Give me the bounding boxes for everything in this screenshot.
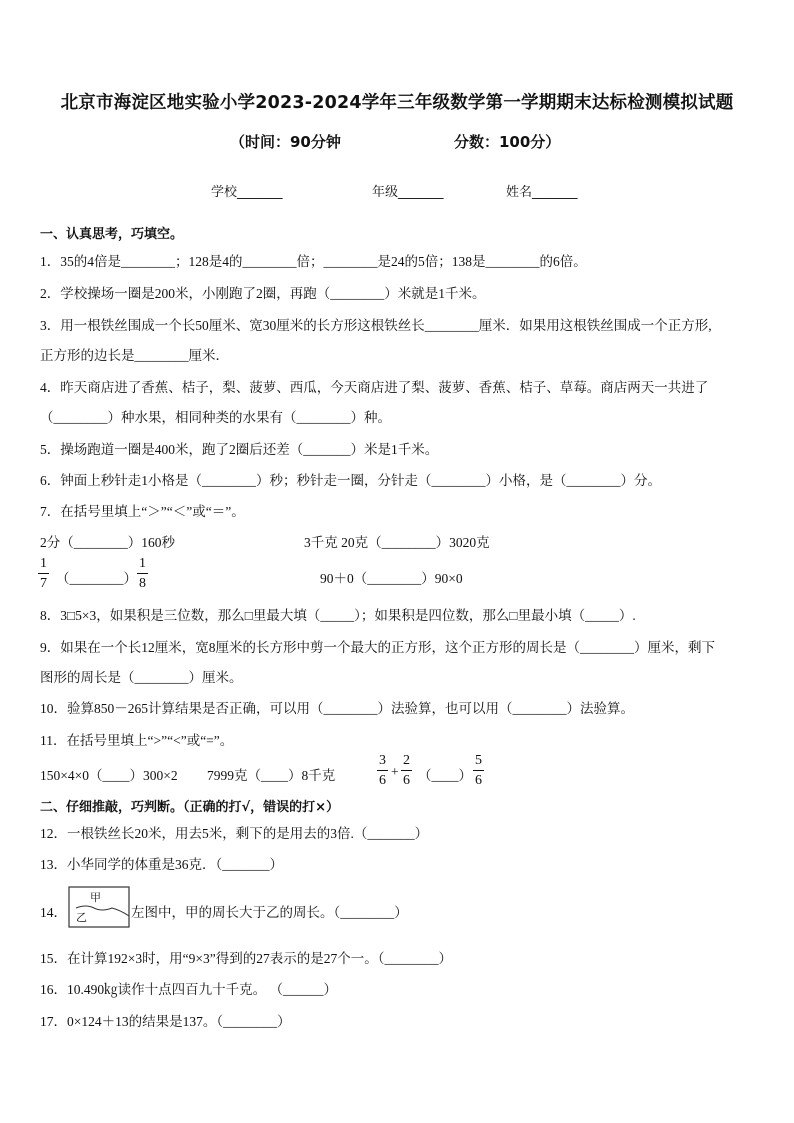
question-14-number: 14． xyxy=(40,905,67,920)
question-12: 12．一根铁丝长20米，用去5米，剩下的是用去的3倍.（_______） xyxy=(40,826,429,841)
rectangle-figure xyxy=(68,886,130,928)
question-7: 7．在括号里填上“＞”“＜”或“＝”。 xyxy=(40,504,245,519)
question-9-line-2: 图形的周长是（________）厘米。 xyxy=(40,670,243,685)
question-3-line-2: 正方形的边长是________厘米． xyxy=(40,348,229,363)
question-11: 11．在括号里填上“>”“<”或“=”。 xyxy=(40,733,234,748)
section-1-heading: 一、认真思考，巧填空。 xyxy=(40,227,184,242)
question-7a-right: 3千克 20克（________）3020克 xyxy=(304,535,490,550)
fraction-denominator: 8 xyxy=(137,573,148,591)
question-6: 6．钟面上秒针走1小格是（________）秒；秒针走一圈，分针走（________）小格，是（________）分。 xyxy=(40,473,661,488)
figure-label-jia: 甲 xyxy=(90,891,101,904)
fraction-denominator: 6 xyxy=(473,770,484,788)
fraction-denominator: 7 xyxy=(38,573,49,591)
fraction-denominator: 6 xyxy=(401,770,412,788)
question-16: 16．10.490㎏读作十点四百九十千克。 （______） xyxy=(40,982,337,997)
question-11b: 7999克（____）8千克 xyxy=(207,768,336,783)
question-14-text: 左图中，甲的周长大于乙的周长。（________） xyxy=(131,905,408,920)
question-3-line-1: 3．用一根铁丝围成一个长50厘米、宽30厘米的长方形这根铁丝长________厘米．如果用这根铁丝围成一个正方形, xyxy=(40,318,712,333)
question-9-line-1: 9．如果在一个长12厘米，宽8厘米的长方形中剪一个最大的正方形，这个正方形的周长是（________）厘米，剩下 xyxy=(40,640,715,655)
question-4-line-1: 4．昨天商店进了香蕉、桔子，梨、菠萝、西瓜，今天商店进了梨、菠萝、香蕉、桔子、草莓。商店两天一共进了 xyxy=(40,380,709,395)
question-7a-left: 2分（________）160秒 xyxy=(40,535,175,550)
question-2: 2．学校操场一圈是200米，小刚跑了2圈，再跑（________）米就是1千米。 xyxy=(40,286,486,301)
fraction-one-eighth xyxy=(137,557,148,591)
fraction-numerator: 1 xyxy=(40,556,47,571)
question-11c-blank: （____） xyxy=(418,768,472,783)
fraction-numerator: 2 xyxy=(403,753,410,768)
page-title: 北京市海淀区地实验小学2023-2024学年三年级数学第一学期期末达标检测模拟试题 xyxy=(60,93,734,113)
plus-sign: + xyxy=(391,764,399,779)
fraction-two-sixths xyxy=(401,754,412,788)
section-2-heading: 二、仔细推敲，巧判断。（正确的打√，错误的打×） xyxy=(40,800,340,815)
fraction-numerator: 5 xyxy=(475,753,482,768)
school-field: 学校_______ xyxy=(211,185,283,200)
question-5: 5．操场跑道一圈是400米，跑了2圈后还差（_______）米是1千米。 xyxy=(40,442,439,457)
question-15: 15．在计算192×3时，用“9×3”得到的27表示的是27个一。（________） xyxy=(40,951,452,966)
exam-time: （时间：90分钟 xyxy=(230,133,341,151)
name-field: 姓名_______ xyxy=(506,185,578,200)
fraction-five-sixths xyxy=(473,754,484,788)
question-4-line-2: （________）种水果，相同种类的水果有（________）种。 xyxy=(40,410,391,425)
question-7b-right: 90＋0（________）90×0 xyxy=(320,571,463,586)
fraction-denominator: 6 xyxy=(377,770,388,788)
question-11a: 150×4×0（____）300×2 xyxy=(40,768,178,783)
fraction-one-seventh xyxy=(38,557,49,591)
fraction-numerator: 3 xyxy=(379,753,386,768)
question-10: 10．验算850－265计算结果是否正确，可以用（________）法验算，也可以用（________）法验算。 xyxy=(40,701,634,716)
question-17: 17．0×124＋13的结果是137。（________） xyxy=(40,1014,291,1029)
question-13: 13．小华同学的体重是36克．（_______） xyxy=(40,857,283,872)
fraction-three-sixths xyxy=(377,754,388,788)
question-7b-blank: （________） xyxy=(56,571,137,586)
fraction-numerator: 1 xyxy=(139,556,146,571)
exam-score: 分数：100分） xyxy=(454,133,561,151)
question-8: 8．3□5×3，如果积是三位数，那么□里最大填（_____）；如果积是四位数，那么□里最小填（_____）. xyxy=(40,608,636,623)
grade-field: 年级_______ xyxy=(372,185,444,200)
figure-label-yi: 乙 xyxy=(76,911,87,924)
question-1: 1．35的4倍是________；128是4的________倍；________是24的5倍；138是________的6倍。 xyxy=(40,254,587,269)
